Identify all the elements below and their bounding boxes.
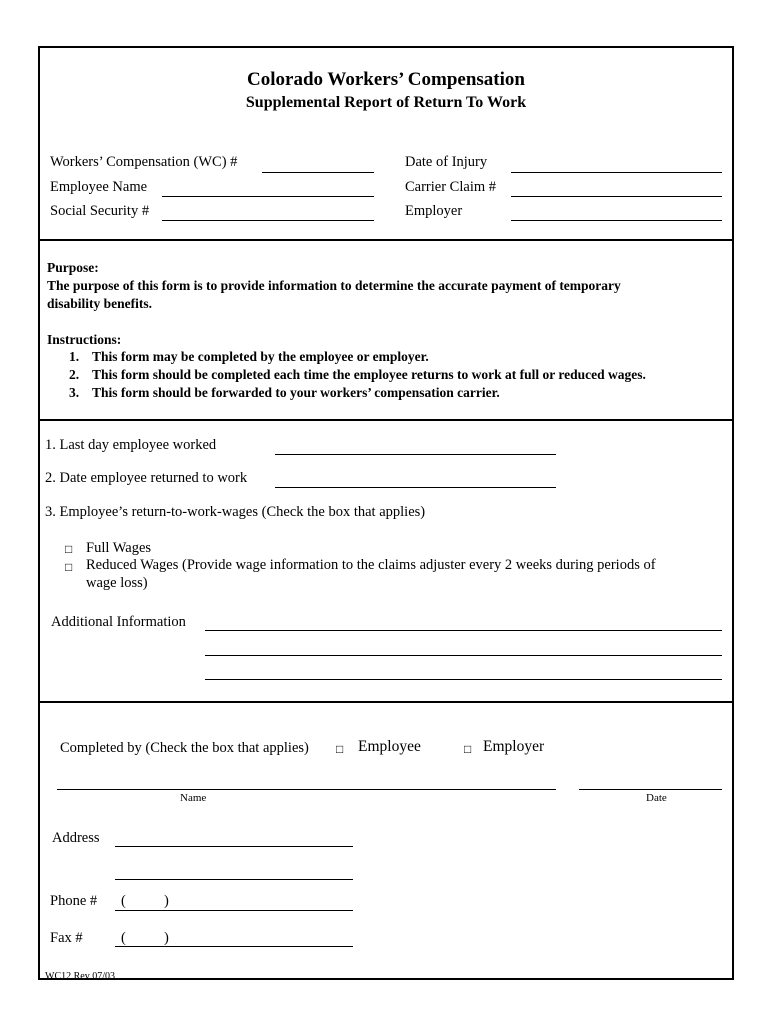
instruction-number: 3. (69, 385, 80, 400)
return-wages-label: 3. Employee’s return-to-work-wages (Check the box that applies) (45, 504, 426, 520)
section-divider (40, 701, 732, 703)
name-field[interactable] (57, 789, 556, 790)
address-field-line2[interactable] (115, 879, 353, 880)
date-of-injury-field[interactable] (511, 172, 722, 173)
instruction-number: 1. (69, 349, 80, 364)
date-of-injury-label: Date of Injury (405, 154, 488, 170)
name-caption: Name (180, 792, 207, 804)
purpose-heading: Purpose: (47, 260, 99, 275)
last-day-worked-label: 1. Last day employee worked (45, 437, 217, 453)
full-wages-checkbox[interactable]: □ (65, 542, 73, 556)
employee-checkbox[interactable]: □ (336, 742, 344, 756)
reduced-wages-label: Reduced Wages (Provide wage information to the claims adjuster every 2 weeks during periods of (86, 557, 656, 573)
employer-label: Employer (405, 203, 463, 219)
employee-name-label: Employee Name (50, 179, 148, 195)
date-caption: Date (646, 792, 667, 804)
form-title: Colorado Workers’ Compensation (247, 69, 525, 90)
purpose-text-line1: The purpose of this form is to provide information to determine the accurate payment of temporary (47, 278, 621, 293)
wc-number-field[interactable] (262, 172, 374, 173)
section-divider (40, 419, 732, 421)
employer-checkbox[interactable]: □ (464, 742, 472, 756)
form-page (38, 46, 734, 980)
address-field-line1[interactable] (115, 846, 353, 847)
additional-info-line[interactable] (205, 655, 722, 656)
fax-paren-close: ) (164, 930, 169, 946)
reduced-wages-checkbox[interactable]: □ (65, 560, 73, 574)
instruction-item: This form should be completed each time the employee returns to work at full or reduced wages. (92, 367, 646, 382)
employee-option-label: Employee (358, 738, 421, 755)
form-subtitle: Supplemental Report of Return To Work (245, 94, 527, 111)
carrier-claim-label: Carrier Claim # (405, 179, 497, 195)
fax-paren-open: ( (121, 930, 126, 946)
completed-by-label: Completed by (Check the box that applies) (60, 740, 309, 756)
social-security-field[interactable] (162, 220, 374, 221)
date-returned-field[interactable] (275, 487, 556, 488)
carrier-claim-field[interactable] (511, 196, 722, 197)
date-field[interactable] (579, 789, 722, 790)
date-returned-label: 2. Date employee returned to work (45, 470, 248, 486)
additional-info-line[interactable] (205, 679, 722, 680)
reduced-wages-label-cont: wage loss) (86, 575, 148, 591)
employee-name-field[interactable] (162, 196, 374, 197)
fax-label: Fax # (50, 930, 83, 946)
instruction-number: 2. (69, 367, 80, 382)
purpose-text-line2: disability benefits. (47, 296, 153, 311)
form-id: WC12 Rev 07/03 (45, 971, 115, 982)
instruction-item: This form may be completed by the employee or employer. (92, 349, 429, 364)
phone-paren-open: ( (121, 893, 126, 909)
additional-info-label: Additional Information (51, 614, 186, 630)
employer-field[interactable] (511, 220, 722, 221)
section-divider (40, 239, 732, 241)
instruction-item: This form should be forwarded to your workers’ compensation carrier. (92, 385, 500, 400)
instructions-heading: Instructions: (47, 332, 122, 347)
last-day-worked-field[interactable] (275, 454, 556, 455)
phone-paren-close: ) (164, 893, 169, 909)
fax-field[interactable] (115, 946, 353, 947)
social-security-label: Social Security # (50, 203, 150, 219)
phone-label: Phone # (50, 893, 98, 909)
address-label: Address (52, 830, 100, 846)
additional-info-line[interactable] (205, 630, 722, 631)
employer-option-label: Employer (483, 738, 545, 755)
phone-field[interactable] (115, 910, 353, 911)
full-wages-label: Full Wages (86, 540, 152, 556)
wc-number-label: Workers’ Compensation (WC) # (50, 154, 238, 170)
